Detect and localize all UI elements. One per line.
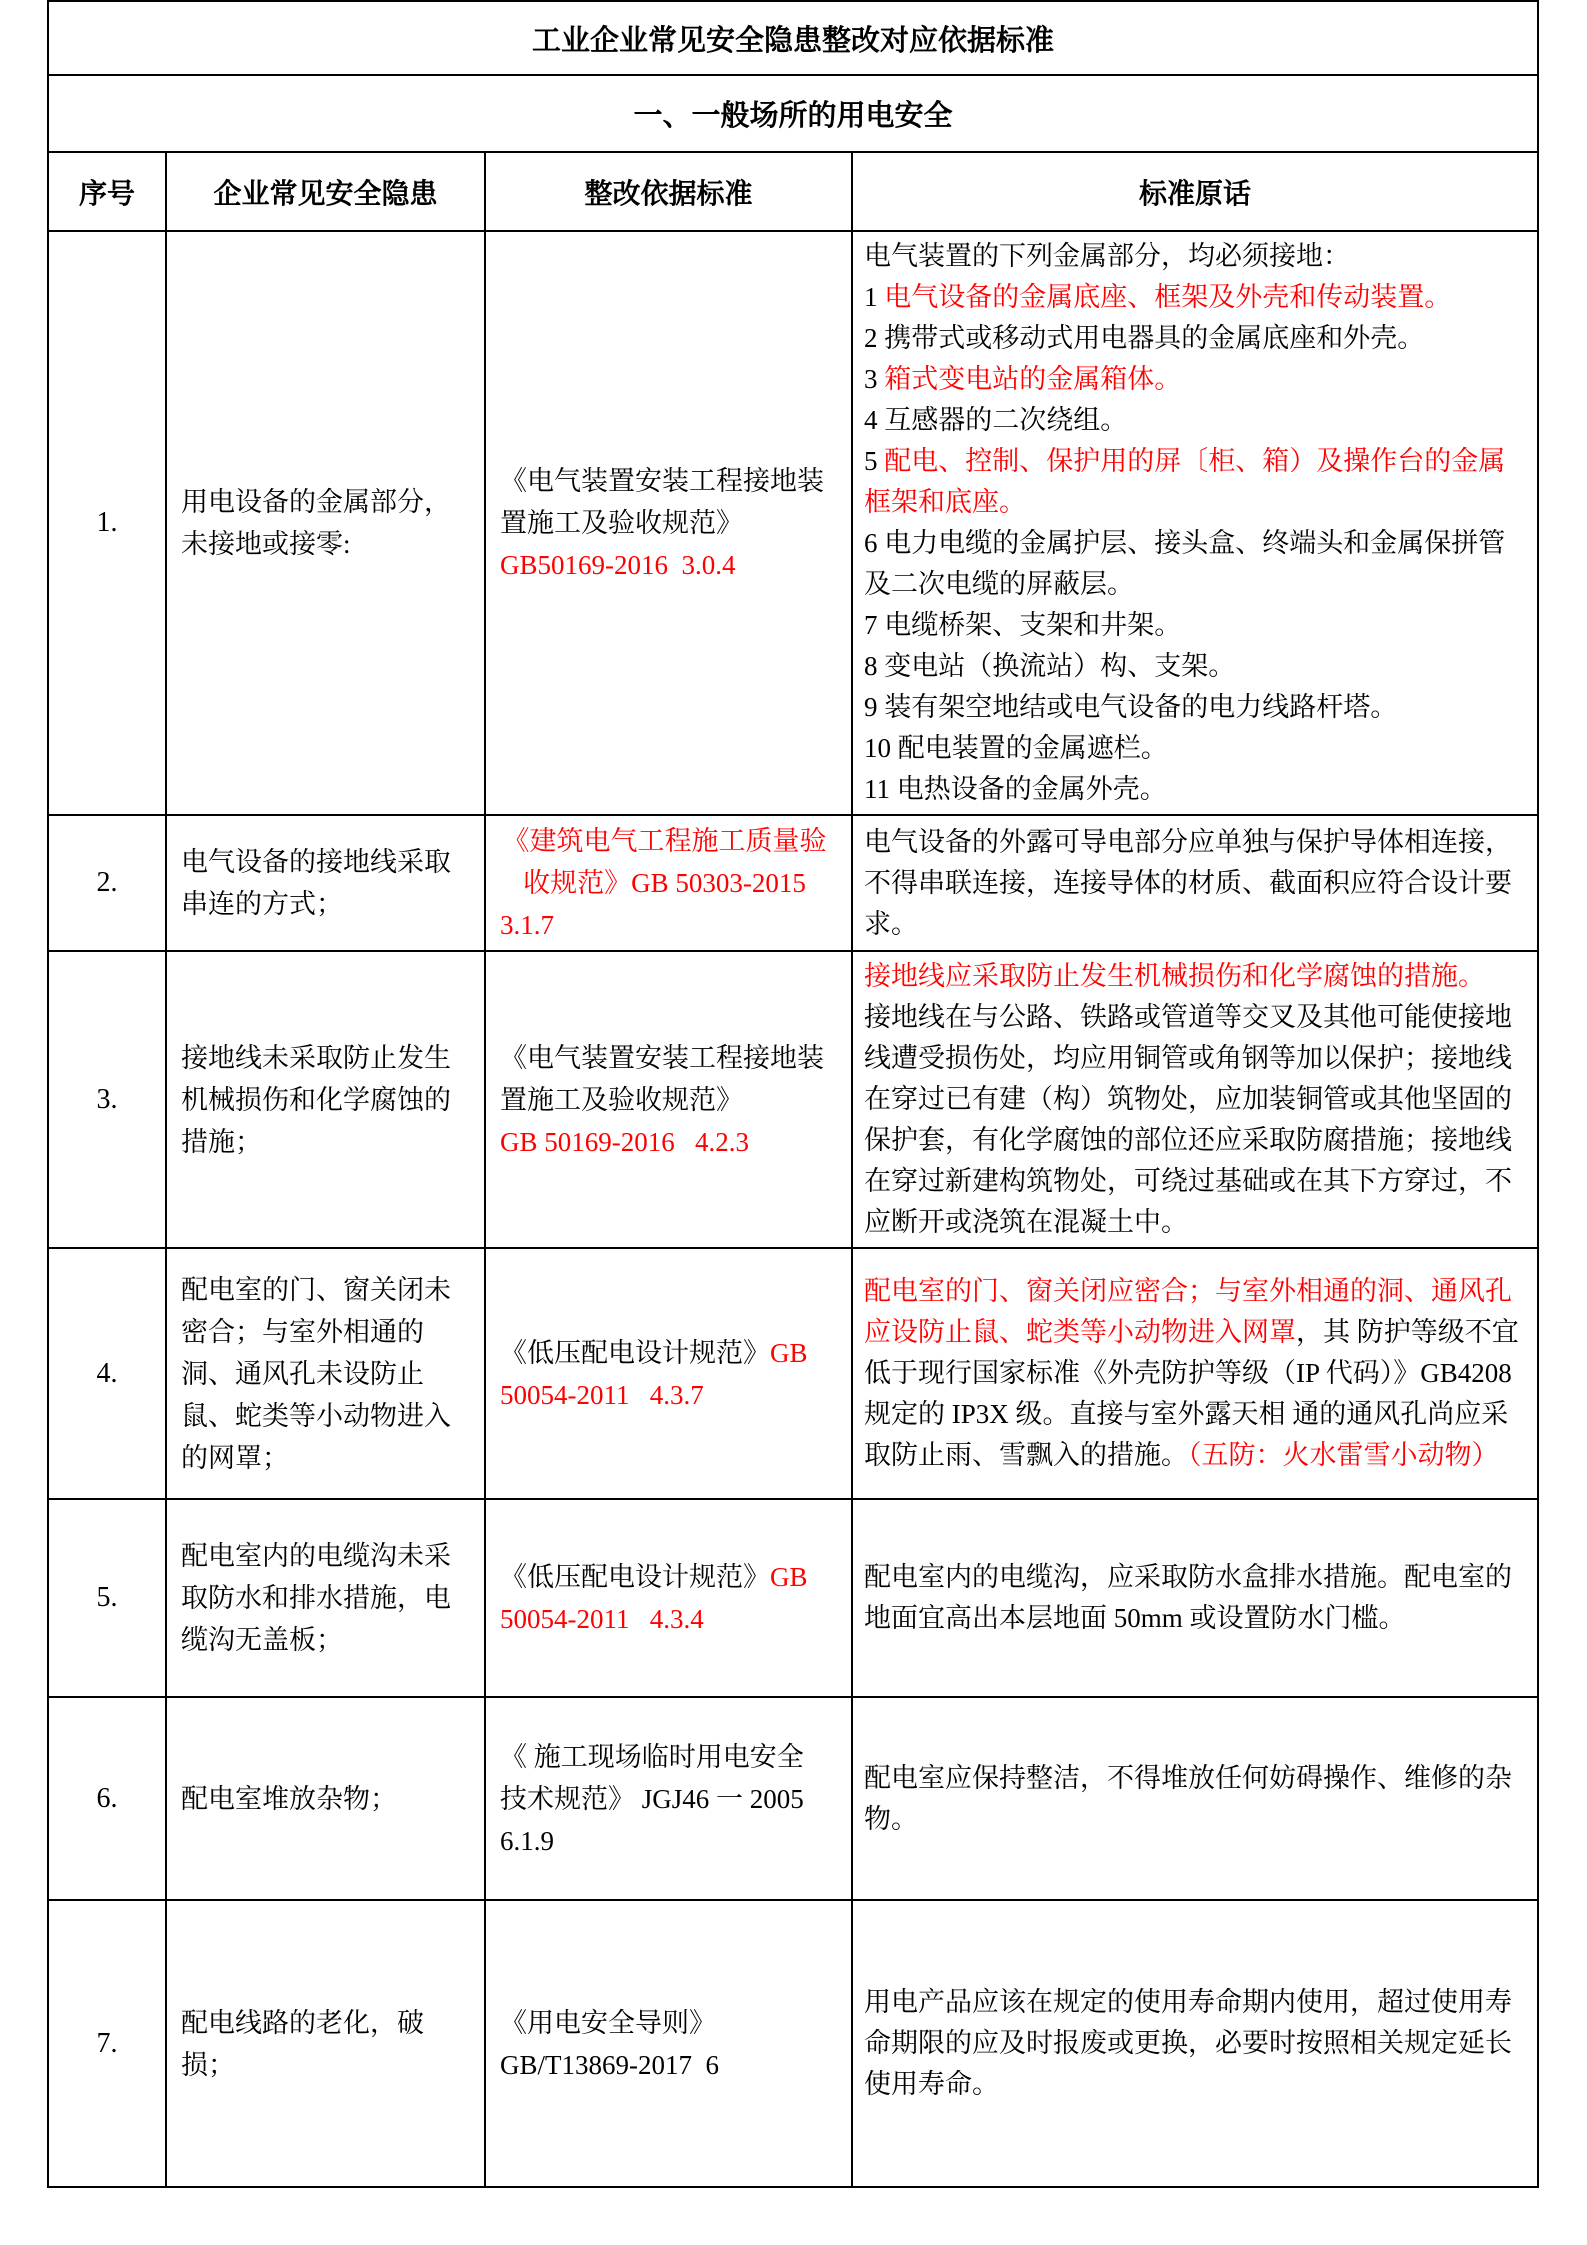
quote-paragraph xyxy=(864,728,1529,769)
quote-paragraph xyxy=(864,523,1529,605)
standard-cell xyxy=(485,951,852,1248)
highlighted-text-segment: GB 50054-2011 4.3.4 xyxy=(500,1562,815,1634)
table-row xyxy=(48,1499,1538,1697)
quote-cell xyxy=(852,815,1538,951)
title-row xyxy=(48,1,1538,75)
text-segment: 3 xyxy=(864,364,885,394)
quote-paragraph xyxy=(864,359,1529,400)
row-number-cell: 7. xyxy=(48,1900,166,2187)
text-segment: 4 互感器的二次绕组。 xyxy=(864,405,1128,435)
hazard-cell: 配电室内的电缆沟未采取防水和排水措施，电缆沟无盖板； xyxy=(166,1499,485,1697)
hazard-cell: 接地线未采取防止发生机械损伤和化学腐蚀的措施； xyxy=(166,951,485,1248)
quote-paragraph xyxy=(864,769,1529,810)
text-segment: 电气设备的外露可导电部分应单独与保护导体相连接，不得串联连接，连接导体的材质、截面积应符合设计要求。 xyxy=(864,826,1512,939)
text-segment: 《电气装置安装工程接地装置施工及验收规范》 xyxy=(500,1042,824,1115)
text-segment: 11 电热设备的金属外壳。 xyxy=(864,774,1167,804)
standard-cell xyxy=(485,815,852,951)
highlighted-text-segment: GB 50054-2011 4.3.7 xyxy=(500,1337,815,1410)
quote-paragraph xyxy=(864,1982,1529,2105)
row-number-cell: 6. xyxy=(48,1697,166,1900)
table-row xyxy=(48,951,1538,1248)
column-header-quote: 标准原话 xyxy=(852,152,1538,231)
text-segment: GB/T13869-2017 6 xyxy=(500,2049,719,2080)
highlighted-text-segment: GB 50169-2016 4.2.3 xyxy=(500,1126,749,1157)
text-segment: 《低压配电设计规范》 xyxy=(500,1562,770,1592)
quote-paragraph xyxy=(864,441,1529,523)
table-header-row xyxy=(48,152,1538,231)
text-segment: 1 xyxy=(864,282,885,312)
text-segment: 用电产品应该在规定的使用寿命期内使用，超过使用寿命期限的应及时报废或更换，必要时按照相关规定延长使用寿命。 xyxy=(864,1987,1512,2099)
highlighted-text-segment: 接地线应采取防止发生机械损伤和化学腐蚀的措施。 xyxy=(864,961,1485,991)
quote-cell xyxy=(852,1499,1538,1697)
row-number-cell: 4. xyxy=(48,1248,166,1499)
text-segment: 7 电缆桥架、支架和井架。 xyxy=(864,610,1182,640)
quote-cell xyxy=(852,951,1538,1248)
standard-cell xyxy=(485,1697,852,1900)
table-row xyxy=(48,1900,1538,2187)
text-segment: 6 电力电缆的金属护层、接头盒、终端头和金属保拼管及二次电缆的屏蔽层。 xyxy=(864,528,1506,599)
text-segment: 《用电安全导则》 xyxy=(500,2007,716,2038)
standard-cell xyxy=(485,1900,852,2187)
standard-cell xyxy=(485,1499,852,1697)
text-segment: 接地线在与公路、铁路或管道等交叉及其他可能使接地线遭受损伤处，均应用铜管或角钢等加以保护；接地线在穿过已有建（构）筑物处，应加装铜管或其他坚固的保护套，有化学腐蚀的部位还应采取防腐措施；接地线在穿过新建构筑物处，可绕过基础或在其下方穿过，不应断开或浇筑在混凝土中。 xyxy=(864,1002,1512,1237)
standards-table xyxy=(47,0,1539,2188)
highlighted-text-segment: （五防：火水雷雪小动物） xyxy=(1188,1440,1499,1470)
highlighted-text-segment: GB50169-2016 3.0.4 xyxy=(500,550,736,580)
document-title: 工业企业常见安全隐患整改对应依据标准 xyxy=(48,1,1538,75)
quote-paragraph xyxy=(864,400,1529,441)
text-segment: 5 xyxy=(864,446,885,476)
text-segment: 电气装置的下列金属部分，均必须接地： xyxy=(864,241,1350,271)
quote-paragraph xyxy=(864,997,1529,1243)
highlighted-text-segment: 电气设备的金属底座、框架及外壳和传动装置。 xyxy=(884,282,1452,312)
highlighted-text-segment: 配电、控制、保护用的屏〔柜、箱）及操作台的金属框架和底座。 xyxy=(864,446,1506,517)
hazard-cell: 电气设备的接地线采取串连的方式； xyxy=(166,815,485,951)
row-number-cell: 2. xyxy=(48,815,166,951)
text-segment: 6.1.9 xyxy=(500,1825,554,1856)
hazard-cell: 配电室的门、窗关闭未密合；与室外相通的洞、通风孔未设防止鼠、蛇类等小动物进入的网罩； xyxy=(166,1248,485,1499)
quote-paragraph xyxy=(864,1271,1529,1476)
column-header-no: 序号 xyxy=(48,152,166,231)
quote-paragraph xyxy=(864,318,1529,359)
section-title: 一、一般场所的用电安全 xyxy=(48,75,1538,152)
quote-paragraph xyxy=(864,1758,1529,1840)
text-segment: 《电气装置安装工程接地装置施工及验收规范》 xyxy=(500,466,824,538)
text-segment: 10 配电装置的金属遮栏。 xyxy=(864,733,1168,763)
quote-paragraph xyxy=(864,1557,1529,1639)
column-header-hazard: 企业常见安全隐患 xyxy=(166,152,485,231)
hazard-cell: 用电设备的金属部分，未接地或接零: xyxy=(166,231,485,815)
quote-cell xyxy=(852,231,1538,815)
text-segment: 《低压配电设计规范》 xyxy=(500,1337,770,1368)
quote-cell xyxy=(852,1697,1538,1900)
table-row xyxy=(48,1248,1538,1499)
table-row xyxy=(48,1697,1538,1900)
standard-cell xyxy=(485,1248,852,1499)
column-header-standard: 整改依据标准 xyxy=(485,152,852,231)
quote-paragraph xyxy=(864,956,1529,997)
highlighted-text-segment: 箱式变电站的金属箱体。 xyxy=(884,364,1182,394)
section-row xyxy=(48,75,1538,152)
hazard-cell: 配电室堆放杂物； xyxy=(166,1697,485,1900)
text-segment: ，其 防护等级不宜低于现行国家标准《外壳防护等级（IP 代码）》GB4208 规定的 IP3X 级。直接与室外露天相 通的通风孔尚应采取防止雨、雪飘入的措施。 xyxy=(864,1317,1519,1470)
text-segment: 2 携带式或移动式用电器具的金属底座和外壳。 xyxy=(864,323,1425,353)
quote-paragraph xyxy=(864,687,1529,728)
text-segment: 配电室应保持整洁，不得堆放任何妨碍操作、维修的杂物。 xyxy=(864,1762,1512,1834)
highlighted-text-segment: 《建筑电气工程施工质量验收规范》GB 50303-2015 xyxy=(502,826,827,898)
quote-paragraph xyxy=(864,646,1529,687)
quote-paragraph xyxy=(864,822,1529,945)
quote-paragraph xyxy=(864,605,1529,646)
text-segment: 配电室内的电缆沟，应采取防水盒排水措施。配电室的地面宜高出本层地面 50mm 或设置防水门槛。 xyxy=(864,1562,1512,1633)
text-segment: 9 装有架空地结或电气设备的电力线路杆塔。 xyxy=(864,692,1398,722)
table-row xyxy=(48,231,1538,815)
text-segment: 8 变电站（换流站）构、支架。 xyxy=(864,651,1236,681)
hazard-cell: 配电线路的老化，破损； xyxy=(166,1900,485,2187)
highlighted-text-segment: 3.1.7 xyxy=(500,910,554,940)
table-row xyxy=(48,815,1538,951)
quote-cell xyxy=(852,1248,1538,1499)
highlighted-text-segment: 配电室的门、窗关闭应密合；与室外相通的洞、通风孔应设防止鼠、蛇类等小动物进入网罩 xyxy=(864,1276,1512,1347)
row-number-cell: 5. xyxy=(48,1499,166,1697)
quote-paragraph xyxy=(864,277,1529,318)
text-segment: 《 施工现场临时用电安全技术规范》 JGJ46 一 2005 xyxy=(500,1741,804,1814)
quote-paragraph xyxy=(864,236,1529,277)
row-number-cell: 3. xyxy=(48,951,166,1248)
row-number-cell: 1. xyxy=(48,231,166,815)
standard-cell xyxy=(485,231,852,815)
quote-cell xyxy=(852,1900,1538,2187)
